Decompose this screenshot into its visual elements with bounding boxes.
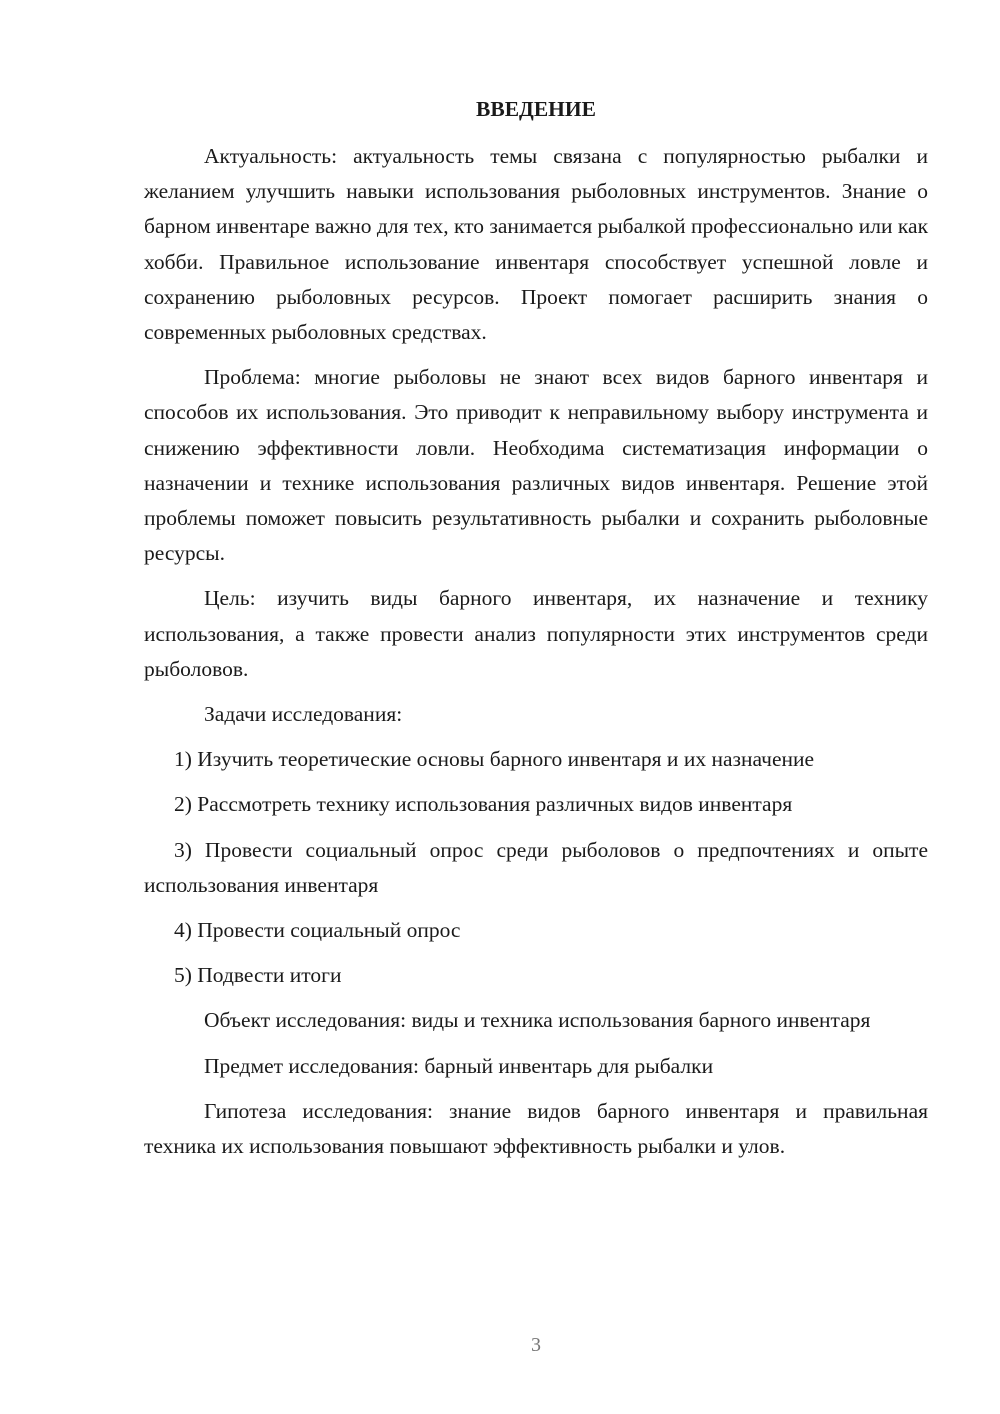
paragraph-object: Объект исследования: виды и техника использования барного инвентаря bbox=[204, 1008, 871, 1033]
task-list bbox=[144, 742, 928, 993]
task-item: 5) Подвести итоги bbox=[174, 963, 342, 988]
page-number: 3 bbox=[531, 1334, 541, 1356]
task-item: 3) Провести социальный опрос среди рыболовов о предпочтениях и опыте использования инвентаря bbox=[144, 837, 928, 897]
task-item: 4) Провести социальный опрос bbox=[174, 918, 461, 943]
paragraph-goal: Цель: изучить виды барного инвентаря, их назначение и технику использования, а также провести анализ популярности этих инструментов среди рыболовов. bbox=[144, 586, 928, 681]
paragraph-subject: Предмет исследования: барный инвентарь для рыбалки bbox=[204, 1053, 714, 1078]
paragraph-hypothesis: Гипотеза исследования: знание видов барного инвентаря и правильная техника их использования повышают эффективность рыбалки и улов. bbox=[144, 1098, 928, 1159]
paragraph-relevance: Актуальность: актуальность темы связана с популярностью рыбалки и желанием улучшить навыки использования рыболовных инструментов. Знание о барном инвентаре важно для тех, кто занимается рыбалкой профессионально или как хобби. Правильное использование инвентаря способствует успешной ловле и сохранению рыболовных ресурсов. Проект помогает расширить знания о современных рыболовных средствах. bbox=[144, 144, 929, 345]
section-heading: ВВЕДЕНИЕ bbox=[476, 97, 596, 121]
paragraph-problem: Проблема: многие рыболовы не знают всех видов барного инвентаря и способов их использования. Это приводит к неправильному выбору инструмента и снижению эффективности ловли. Необходима систематизация информации о назначении и технике использования различных видов инвентаря. Решение этой проблемы поможет повысить результативность рыбалки и сохранить рыболовные ресурсы. bbox=[144, 365, 928, 566]
task-item: 1) Изучить теоретические основы барного инвентаря и их назначение bbox=[174, 747, 815, 772]
document-page bbox=[144, 92, 928, 1174]
task-item: 2) Рассмотреть технику использования различных видов инвентаря bbox=[174, 792, 793, 817]
paragraph-tasks-title: Задачи исследования: bbox=[204, 702, 403, 727]
